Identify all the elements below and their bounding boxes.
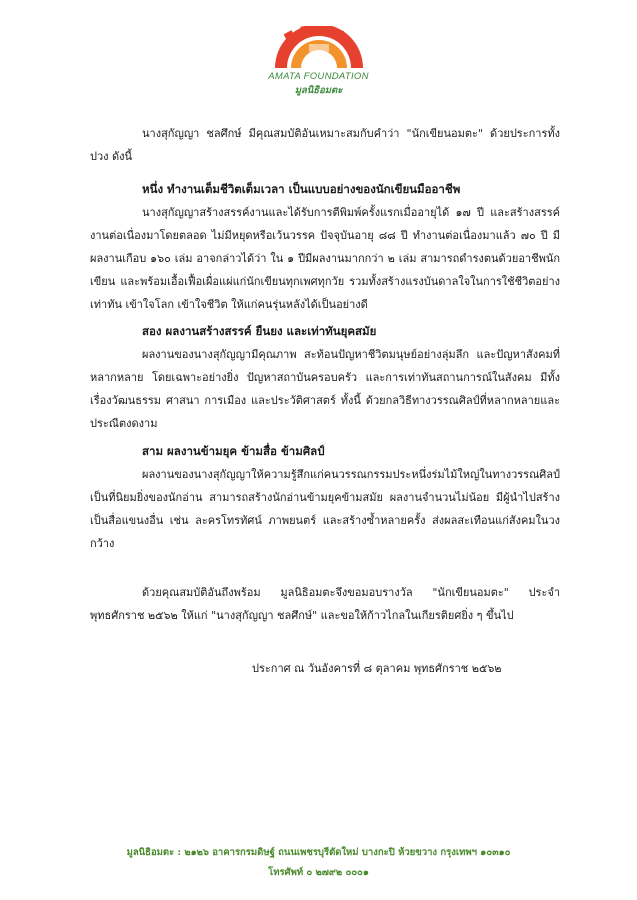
org-name-en: AMATA FOUNDATION [268,71,369,82]
footer-phone: โทรศัพท์ ๐ ๒๗๙๒ ๐๐๐๑ [268,867,369,878]
conclusion-paragraph: ด้วยคุณสมบัติอันถึงพร้อม มูลนิธิอมตะจึงขอมอบรางวัล "นักเขียนอมตะ" ประจำพุทธศักราช ๒๕๖๒ ให้แก่ "นางสุกัญญา ชลศึกษ์" และขอให้ก้าวไกลในเกียรติยศยิ่ง ๆ ขึ้นไป [90,586,560,622]
org-name-th: มูลนิธิอมตะ [294,85,343,96]
section-body: ผลงานของนางสุกัญญามีคุณภาพ สะท้อนปัญหาชีวิตมนุษย์อย่างลุ่มลึก และปัญหาสังคมที่หลากหลาย โดยเฉพาะอย่างยิ่ง ปัญหาสถาบันครอบครัว และการเท่าทันสถานการณ์ในสังคม มีทั้งเรื่องวัฒนธรรม ศาสนา การเมือง และประวัติศาสตร์ ทั้งนี้ ด้วยกลวิธีทางวรรณศิลป์ที่หลากหลายและประณีตงดงาม [90,348,560,430]
section-body: นางสุกัญญาสร้างสรรค์งานและได้รับการตีพิมพ์ครั้งแรกเมื่ออายุได้ ๑๗ ปี และสร้างสรรค์งานต่อเนื่องมาโดยตลอด ไม่มีหยุดหรือเว้นวรรค ปัจจุบันอายุ ๘๘ ปี ทำงานต่อเนื่องมาแล้ว ๗๐ ปี มีผลงานเกือบ ๑๖๐ เล่ม อาจกล่าวได้ว่า ใน ๑ ปีมีผลงานมากกว่า ๒ เล่ม สามารถดำรงตนด้วยอาชีพนักเขียน และพร้อมเอื้อเฟื้อเผื่อแผ่แก่นักเขียนทุกเพศทุกวัย รวมทั้งสร้างแรงบันดาลใจในการใช้ชีวิตอย่างเท่าทัน เข้าใจโลก เข้าใจชีวิต ให้แก่คนรุ่นหลังได้เป็นอย่างดี [90,206,560,311]
announcement-date: ประกาศ ณ วันอังคารที่ ๘ ตุลาคม พุทธศักราช ๒๕๖๒ [252,662,502,675]
section-body: ผลงานของนางสุกัญญาให้ความรู้สึกแก่คนวรรณกรรมประหนึ่งร่มไม้ใหญ่ในทางวรรณศิลป์เป็นที่นิยมยิ่งของนักอ่าน สามารถสร้างนักอ่านข้ามยุคข้ามสมัย ผลงานจำนวนไม่น้อย มีผู้นำไปสร้างเป็นสื่อแขนงอื่น เช่น ละครโทรทัศน์ ภาพยนตร์ และสร้างซ้ำหลายครั้ง ส่งผลสะเทือนแก่สังคมในวงกว้าง [90,468,561,550]
footer [0,843,637,883]
fortress-logo-icon [267,26,371,70]
intro-paragraph: นางสุกัญญา ชลศึกษ์ มีคุณสมบัติอันเหมาะสมกับคำว่า "นักเขียนอมตะ" ด้วยประการทั้งปวง ดังนี้ [90,127,560,163]
footer-address: มูลนิธิอมตะ : ๒๑๒๖ อาคารกรมดิษฐ์ ถนนเพชรบุรีตัดใหม่ บางกะปิ ห้วยขวาง กรุงเทพฯ ๑๐๓๑๐ [126,847,511,858]
section-heading: หนึ่ง ทำงานเต็มชีวิตเต็มเวลา เป็นแบบอย่างของนักเขียนมืออาชีพ [142,182,461,196]
section-heading: สาม ผลงานข้ามยุค ข้ามสื่อ ข้ามศิลป์ [142,444,325,458]
section-heading: สอง ผลงานสร้างสรรค์ ยืนยง และเท่าทันยุคสมัย [142,324,377,338]
foundation-logo [0,26,637,98]
